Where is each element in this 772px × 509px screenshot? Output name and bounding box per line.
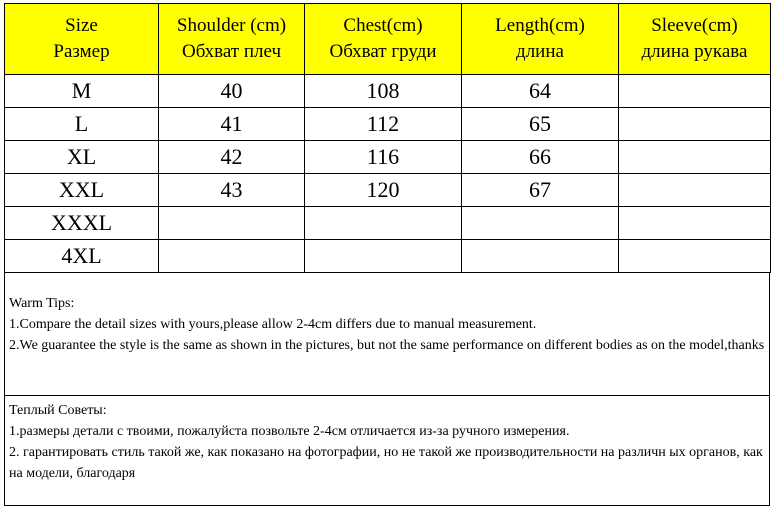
length-cell (462, 240, 619, 273)
header-size (5, 4, 159, 75)
length-cell: 65 (462, 108, 619, 141)
header-size-ru: Размер (53, 41, 110, 62)
chest-cell: 116 (305, 141, 462, 174)
size-cell: L (5, 108, 159, 141)
chest-cell (305, 207, 462, 240)
sleeve-cell (619, 108, 771, 141)
warm-tips-ru (4, 396, 770, 506)
shoulder-cell: 43 (159, 174, 305, 207)
header-chest-ru: Обхват груди (329, 41, 437, 62)
length-cell: 66 (462, 141, 619, 174)
warm-tips-en-title: Warm Tips: (9, 296, 75, 311)
header-row (5, 4, 771, 75)
header-sleeve-en: Sleeve(cm) (651, 15, 738, 36)
sleeve-cell (619, 174, 771, 207)
header-sleeve (619, 4, 771, 75)
length-cell: 64 (462, 75, 619, 108)
shoulder-cell: 40 (159, 75, 305, 108)
size-cell: XXXL (5, 207, 159, 240)
warm-tips-ru-line-1: 1.размеры детали с твоими, пожалуйста позвольте 2-4см отличается из-за ручного измерения. (9, 424, 570, 439)
header-chest-en: Chest(cm) (343, 15, 423, 36)
header-shoulder-en: Shoulder (cm) (176, 15, 287, 36)
sleeve-cell (619, 207, 771, 240)
chest-cell (305, 240, 462, 273)
table-row (5, 240, 771, 273)
chest-cell: 120 (305, 174, 462, 207)
header-length (462, 4, 619, 75)
shoulder-cell (159, 207, 305, 240)
warm-tips-en-line-2: 2.We guarantee the style is the same as shown in the pictures, but not the same performance on different bodies as on the model,thanks (9, 338, 765, 353)
length-cell (462, 207, 619, 240)
header-length-ru: длина (516, 41, 564, 62)
header-length-en: Length(cm) (495, 15, 585, 36)
sleeve-cell (619, 141, 771, 174)
header-sleeve-ru: длина рукава (641, 41, 748, 62)
table-row (5, 174, 771, 207)
size-cell: M (5, 75, 159, 108)
header-size-en: Size (65, 15, 98, 36)
table-row (5, 141, 771, 174)
table-row (5, 108, 771, 141)
chest-cell: 108 (305, 75, 462, 108)
warm-tips-ru-line-2: 2. гарантировать стиль такой же, как показано на фотографии, но не такой же производительности на различн ых органов, как на модели, благодаря (9, 445, 763, 481)
size-cell: XL (5, 141, 159, 174)
header-shoulder (159, 4, 305, 75)
table-row (5, 75, 771, 108)
sleeve-cell (619, 240, 771, 273)
warm-tips-en-line-1: 1.Compare the detail sizes with yours,please allow 2-4cm differs due to manual measurement. (9, 317, 537, 332)
header-shoulder-ru: Обхват плеч (181, 41, 282, 62)
table-row (5, 207, 771, 240)
size-cell: 4XL (5, 240, 159, 273)
warm-tips-ru-title: Теплый Советы: (9, 403, 107, 418)
warm-tips-en (4, 273, 770, 396)
size-cell: XXL (5, 174, 159, 207)
sleeve-cell (619, 75, 771, 108)
shoulder-cell: 41 (159, 108, 305, 141)
length-cell: 67 (462, 174, 619, 207)
header-chest (305, 4, 462, 75)
shoulder-cell: 42 (159, 141, 305, 174)
chest-cell: 112 (305, 108, 462, 141)
shoulder-cell (159, 240, 305, 273)
size-chart-table (4, 3, 771, 273)
